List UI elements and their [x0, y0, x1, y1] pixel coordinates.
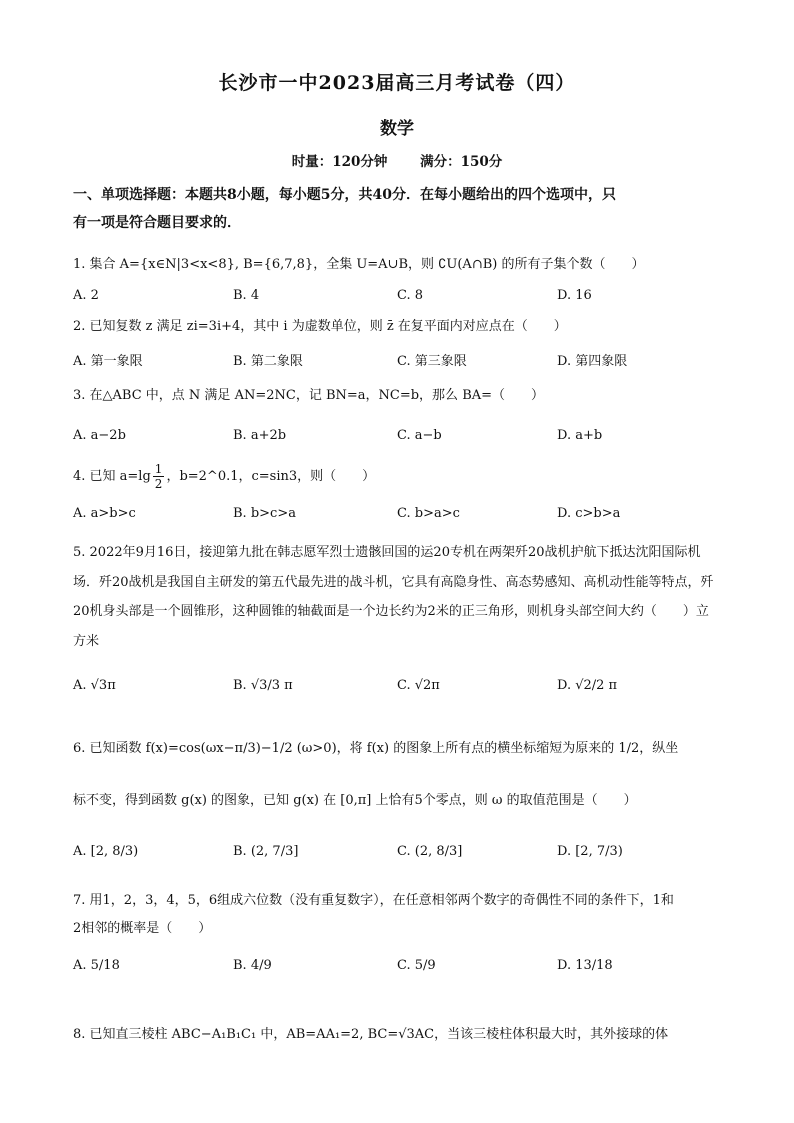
q6-option-b: B. (2, 7/3] [233, 844, 299, 859]
question-3-stem: 3. 在△ABC 中，点 N 满足 AN=2NC，记 BN=a，NC=b，那么 BA=（ ） [73, 388, 545, 403]
q5-option-d: D. √2/2 π [557, 678, 618, 693]
q4-option-b: B. b>c>a [233, 506, 296, 521]
q2-option-c: C. 第三象限 [397, 354, 467, 369]
question-1-stem: 1. 集合 A={x∈N|3<x<8}, B={6,7,8}，全集 U=A∪B，则 ∁U(A∩B) 的所有子集个数（ ） [73, 257, 645, 272]
question-5-stem: 5. 2022年9月16日，接迎第九批在韩志愿军烈士遗骸回国的运20专机在两架歼20战机护航下抵达沈阳国际机场．歼20战机是我国自主研发的第五代最先进的战斗机，它具有高隐身性、高态势感知、高机动性能等特点，歼20机身头部是一个圆锥形，这种圆锥的轴截面是一个边长约为2米的正三角形，则机身头部空间大约（ ）立方米 [73, 545, 714, 649]
q4-stem-pre: 4. 已知 a=lg [73, 469, 151, 484]
q4-fraction: $\frac{1}{2}$ [154, 462, 163, 491]
q3-option-b: B. a+2b [233, 428, 287, 443]
section-heading [73, 181, 723, 237]
q7-option-b: B. 4/9 [233, 958, 272, 973]
q2-option-b: B. 第二象限 [233, 354, 303, 369]
page-title: 长沙市一中2023届高三月考试卷（四） [218, 72, 576, 94]
q4-option-a: A. a>b>c [73, 506, 136, 521]
question-2-stem: 2. 已知复数 z 满足 zi=3i+4，其中 i 为虚数单位，则 z̄ 在复平面内对应点在（ ） [73, 319, 567, 334]
question-8-stem: 8. 已知直三棱柱 ABC−A₁B₁C₁ 中，AB=AA₁=2, BC=√3AC，当该三棱柱体积最大时，其外接球的体 [73, 1027, 669, 1042]
section-heading-line1: 一、单项选择题：本题共8小题，每小题5分，共40分．在每小题给出的四个选项中，只 [73, 187, 616, 203]
q7-option-d: D. 13/18 [557, 958, 613, 973]
question-6-stem-line2: 标不变，得到函数 g(x) 的图象，已知 g(x) 在 [0,π] 上恰有5个零点，则 ω 的取值范围是（ ） [73, 793, 637, 808]
q4-stem-post: ，b=2^0.1，c=sin3，则（ ） [166, 469, 376, 484]
q5-option-a: A. √3π [73, 678, 116, 693]
q1-option-b: B. 4 [233, 288, 260, 303]
q1-option-a: A. 2 [73, 288, 99, 303]
q7-option-a: A. 5/18 [73, 958, 120, 973]
q3-option-c: C. a−b [397, 428, 442, 443]
question-7-stem-line1: 7. 用1，2，3，4，5，6组成六位数（没有重复数字），在任意相邻两个数字的奇偶性不同的条件下，1和 [73, 893, 674, 908]
question-4-stem [73, 462, 733, 491]
exam-score: 满分：150分 [420, 154, 503, 170]
q3-option-d: D. a+b [557, 428, 603, 443]
q5-option-b: B. √3/3 π [233, 678, 293, 693]
question-6-stem-line1: 6. 已知函数 f(x)=cos(ωx−π/3)−1/2 (ω>0)，将 f(x) 的图象上所有点的横坐标缩短为原来的 1/2，纵坐 [73, 741, 679, 756]
q1-option-d: D. 16 [557, 288, 592, 303]
section-heading-line2: 有一项是符合题目要求的． [73, 215, 241, 231]
q4-option-d: D. c>b>a [557, 506, 621, 521]
q5-option-c: C. √2π [397, 678, 440, 693]
q2-option-d: D. 第四象限 [557, 354, 628, 369]
q3-option-a: A. a−2b [73, 428, 126, 443]
q6-option-d: D. [2, 7/3) [557, 844, 623, 859]
exam-meta [0, 150, 794, 170]
q2-option-a: A. 第一象限 [73, 354, 143, 369]
q4-option-c: C. b>a>c [397, 506, 460, 521]
q7-option-c: C. 5/9 [397, 958, 436, 973]
question-7-stem-line2: 2相邻的概率是（ ） [73, 921, 212, 936]
q6-option-c: C. (2, 8/3] [397, 844, 463, 859]
q6-option-a: A. [2, 8/3) [73, 844, 139, 859]
q1-option-c: C. 8 [397, 288, 424, 303]
subject-title: 数学 [380, 119, 414, 139]
exam-time: 时量：120分钟 [291, 154, 388, 170]
